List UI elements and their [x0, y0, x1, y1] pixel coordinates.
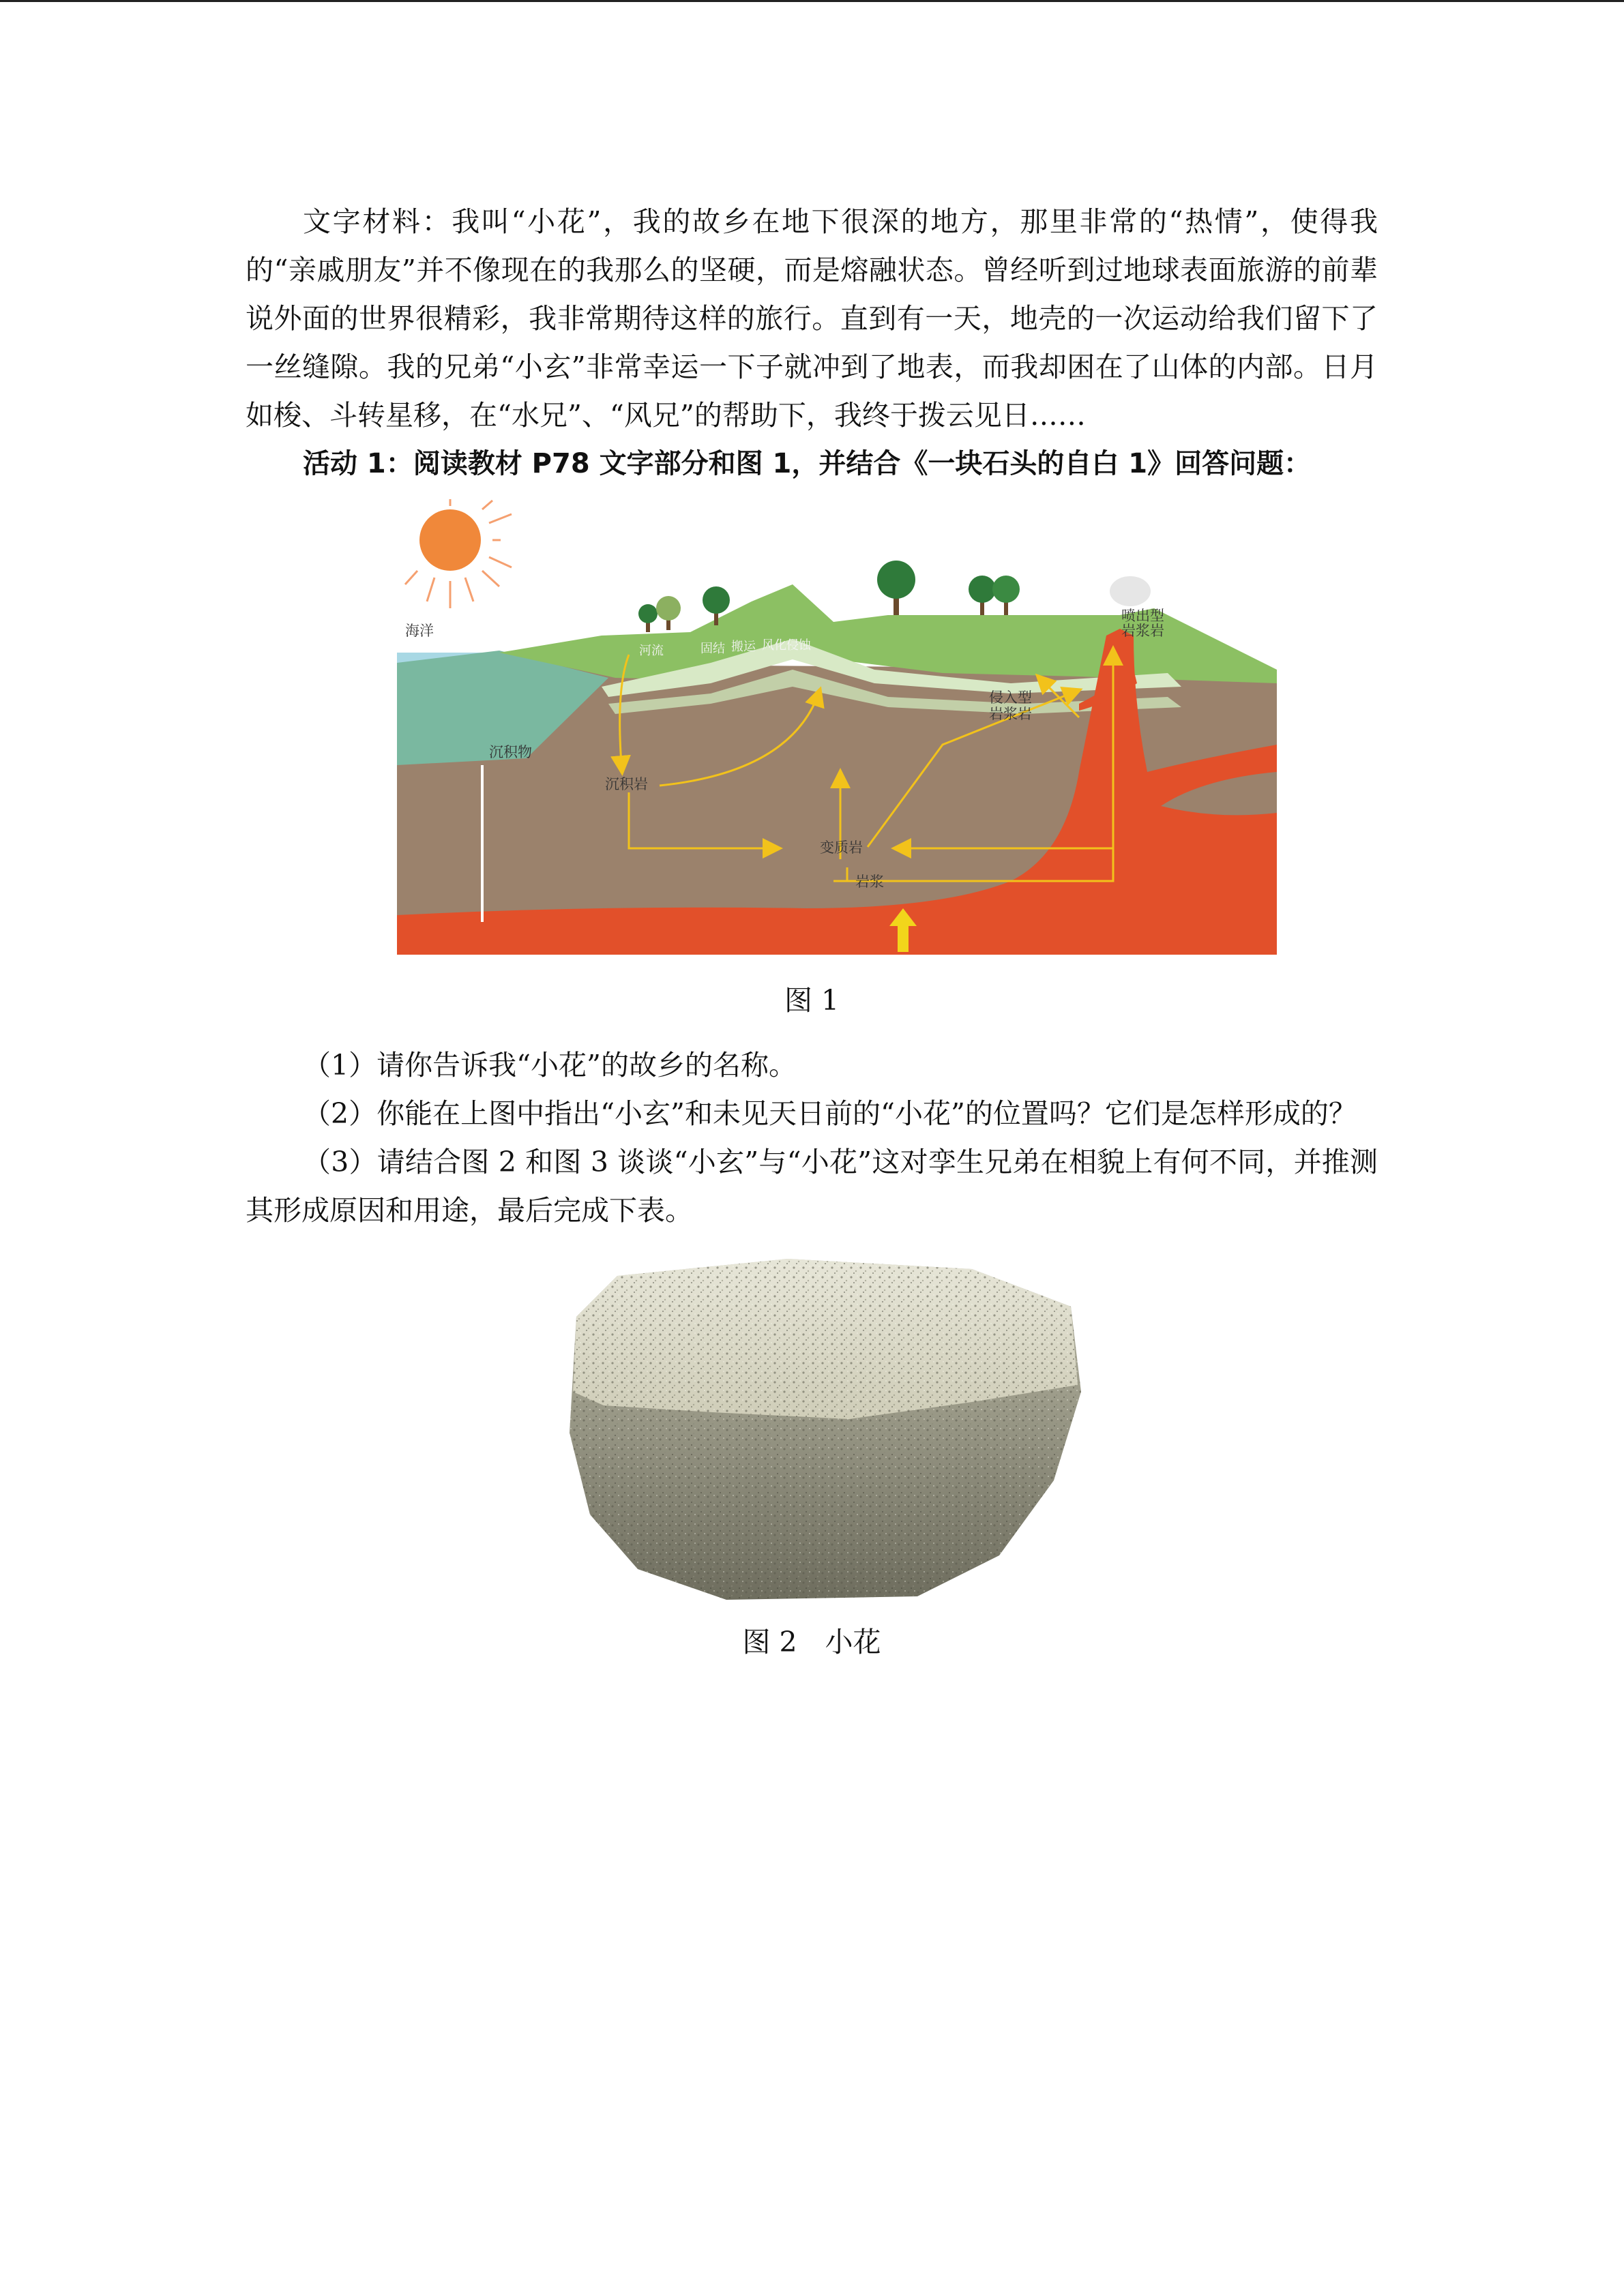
- document-page: [246, 198, 1378, 1660]
- label-magma: 岩浆: [855, 874, 884, 890]
- label-intrusive-1: 侵入型: [989, 689, 1032, 706]
- label-flow1: 固结: [700, 642, 725, 656]
- figure-2-caption: 图 2 小花: [742, 1626, 881, 1658]
- figure-1-caption: 图 1: [784, 984, 840, 1017]
- question-1: （1）请你告诉我“小花”的故乡的名称。: [303, 1049, 797, 1082]
- granite-rock-photo: [563, 1255, 1081, 1610]
- rock-cycle-svg: [397, 499, 1284, 955]
- label-metamorphic: 变质岩: [820, 839, 863, 856]
- label-flow3: 风化侵蚀: [762, 638, 811, 653]
- label-river: 河流: [639, 644, 664, 658]
- label-extrusive-1: 喷出型: [1121, 608, 1164, 624]
- sun-icon: [405, 499, 512, 608]
- question-3: （3）请结合图 2 和图 3 谈谈“小玄”与“小花”这对孪生兄弟在相貌上有何不同，并推测其形成原因和用途，最后完成下表。: [246, 1146, 1378, 1227]
- label-sedimentary-rock: 沉积岩: [605, 776, 648, 792]
- page-top-border: [0, 0, 1624, 2]
- text-material-paragraph: 文字材料：我叫“小花”，我的故乡在地下很深的地方，那里非常的“热情”，使得我的“亲戚朋友”并不像现在的我那么的坚硬，而是熔融状态。曾经听到过地球表面旅游的前辈说外面的世界很精彩，我非常期待这样的旅行。直到有一天，地壳的一次运动给我们留下了一丝缝隙。我的兄弟“小玄”非常幸运一下子就冲到了地表，而我却困在了山体的内部。日月如梭、斗转星移，在“水兄”、“风兄”的帮助下，我终于拨云见日……: [246, 205, 1378, 432]
- activity-1-title: 活动 1：阅读教材 P78 文字部分和图 1，并结合《一块石头的自白 1》回答问题：: [303, 448, 1312, 479]
- rock-cycle-diagram: [397, 499, 1284, 955]
- label-ocean: 海洋: [405, 623, 434, 639]
- label-sediment: 沉积物: [489, 744, 532, 760]
- label-flow2: 搬运: [731, 640, 756, 654]
- question-2: （2）你能在上图中指出“小玄”和未见天日前的“小花”的位置吗？它们是怎样形成的？: [303, 1097, 1357, 1130]
- label-extrusive-2: 岩浆岩: [1121, 623, 1164, 639]
- granite-rock-svg: [563, 1255, 1081, 1610]
- label-intrusive-2: 岩浆岩: [989, 706, 1032, 722]
